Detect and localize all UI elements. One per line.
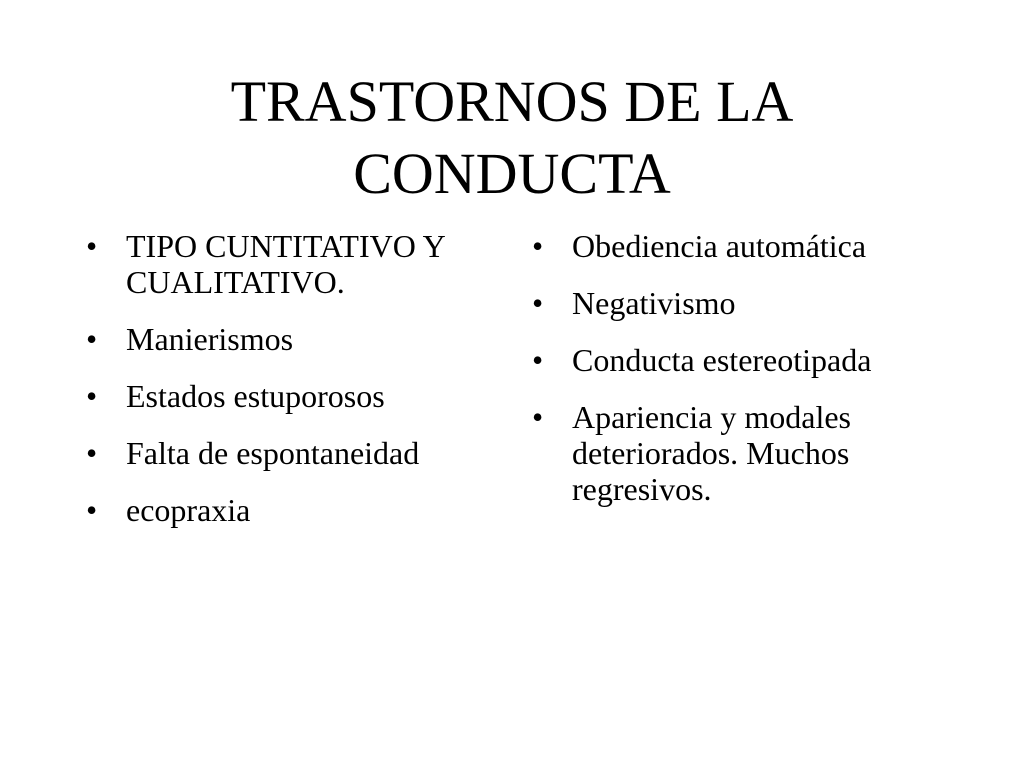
list-item-text: ecopraxia bbox=[126, 492, 251, 528]
slide-title-line-2: CONDUCTA bbox=[353, 141, 671, 206]
bullet-icon: • bbox=[532, 342, 544, 378]
list-item bbox=[86, 435, 506, 471]
right-bullet-list bbox=[532, 228, 932, 528]
list-item-text: Obediencia automática bbox=[572, 228, 867, 264]
list-item bbox=[532, 342, 932, 378]
left-bullet-list bbox=[86, 228, 506, 549]
list-item-text: Manierismos bbox=[126, 321, 294, 357]
bullet-icon: • bbox=[532, 228, 544, 264]
list-item-text: Negativismo bbox=[572, 285, 736, 321]
list-item bbox=[532, 399, 932, 507]
list-item-text: TIPO CUNTITATIVO Y CUALITATIVO. bbox=[126, 228, 445, 300]
bullet-icon: • bbox=[86, 321, 98, 357]
bullet-icon: • bbox=[86, 435, 98, 471]
bullet-icon: • bbox=[532, 399, 544, 435]
slide-title bbox=[0, 66, 1024, 210]
slide-title-line-1: TRASTORNOS DE LA bbox=[230, 69, 794, 134]
list-item bbox=[532, 285, 932, 321]
bullet-icon: • bbox=[86, 378, 98, 414]
list-item bbox=[86, 492, 506, 528]
list-item-text: Estados estuporosos bbox=[126, 378, 385, 414]
list-item-text: Falta de espontaneidad bbox=[126, 435, 420, 471]
list-item-text: Conducta estereotipada bbox=[572, 342, 872, 378]
bullet-icon: • bbox=[86, 492, 98, 528]
list-item-text: Apariencia y modales deteriorados. Muchos regresivos. bbox=[572, 399, 851, 507]
list-item bbox=[86, 378, 506, 414]
bullet-icon: • bbox=[532, 285, 544, 321]
list-item bbox=[532, 228, 932, 264]
list-item bbox=[86, 321, 506, 357]
list-item bbox=[86, 228, 506, 300]
bullet-icon: • bbox=[86, 228, 98, 264]
